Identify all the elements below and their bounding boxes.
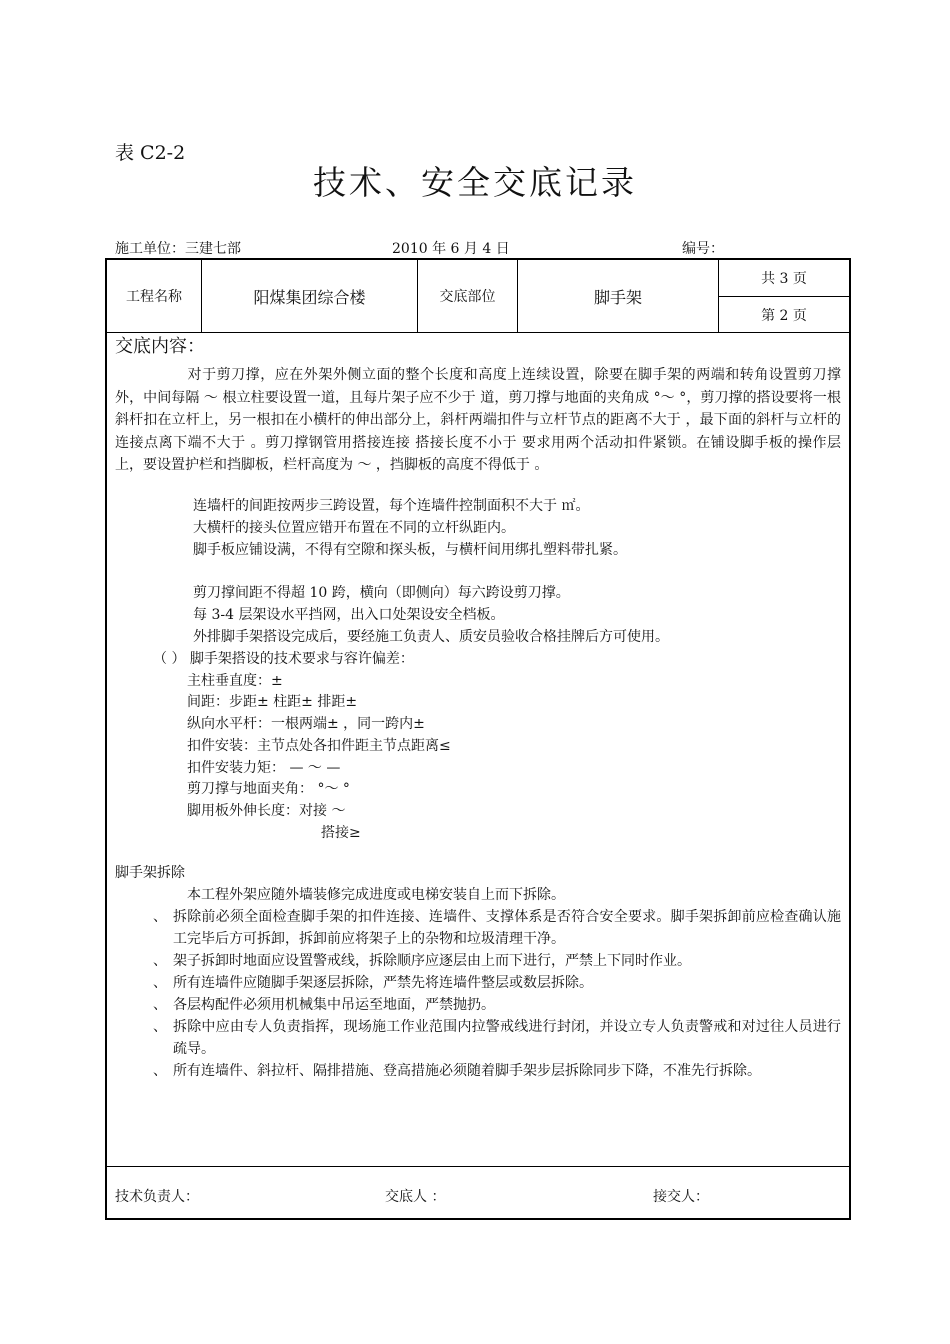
text-line: 每 3-4 层架设水平挡网，出入口处架设安全档板。 — [193, 607, 505, 623]
bullet-marker: 、 — [153, 975, 167, 991]
removal-item — [153, 950, 841, 972]
record-date: 2010 年 6 月 4 日 — [392, 241, 510, 257]
tolerance-line: 主柱垂直度：± — [187, 673, 283, 689]
briefing-part-label: 交底部位 — [439, 289, 496, 305]
removal-item-text: 拆除中应由专人负责指挥，现场施工作业范围内拉警戒线进行封闭，并设立专人负责警戒和对过往人员进行疏导。 — [173, 1019, 841, 1057]
removal-item — [153, 906, 841, 950]
signature-divider — [107, 1166, 849, 1167]
removal-intro: 本工程外架应随外墙装修完成进度或电梯安装自上而下拆除。 — [187, 887, 565, 903]
project-name-label: 工程名称 — [126, 289, 182, 305]
briefing-part-value: 脚手架 — [593, 287, 642, 307]
project-name-value: 阳煤集团综合楼 — [253, 287, 366, 307]
receiver-signature: 接交人： — [653, 1189, 709, 1205]
tech-lead-signature: 技术负责人： — [115, 1189, 199, 1205]
tolerance-line: 间距：步距± 柱距± 排距± — [187, 694, 358, 710]
removal-item — [153, 1060, 841, 1082]
form-code: 表 C2-2 — [115, 142, 186, 164]
construction-unit: 施工单位：三建七部 — [115, 241, 241, 257]
removal-heading: 脚手架拆除 — [115, 865, 185, 881]
tolerance-line: 脚用板外伸长度：对接 ～ — [187, 803, 346, 819]
tolerance-line: 纵向水平杆：一根两端± ，同一跨内± — [187, 716, 425, 732]
presenter-signature: 交底人 ： — [385, 1189, 446, 1205]
text-line: 连墙杆的间距按两步三跨设置，每个连墙件控制面积不大于 ㎡。 — [193, 498, 590, 514]
page-number: 第 2 页 — [761, 307, 807, 324]
tolerance-line: 剪刀撑与地面夹角： °～ ° — [187, 781, 350, 797]
record-form — [105, 258, 851, 1220]
content-title: 交底内容： — [115, 336, 205, 357]
bullet-marker: 、 — [153, 997, 167, 1013]
removal-item — [153, 1016, 841, 1060]
tolerance-line: 扣件安装：主节点处各扣件距主节点距离≤ — [187, 738, 451, 754]
paragraph-text: 对于剪刀撑，应在外架外侧立面的整个长度和高度上连续设置，除要在脚手架的两端和转角设置剪刀撑外，中间每隔 ～ 根立柱要设置一道，且每片架子应不少于 道，剪刀撑与地面的夹角成 °～ °，剪刀撑的搭设要将一根斜杆扣在立杆上，另一根扣在小横杆的伸出部分上，斜杆两端扣件与立杆节点的距离不大于 ，最下面的斜杆与立杆的连接点离下端不大于 。剪刀撑钢管用搭接连接 搭接长度不小于 要求用两个活动扣件紧锁。在铺设脚手板的操作层上，要设置护栏和挡脚板，栏杆高度为 ～ ，挡脚板的高度不得低于 。 — [115, 367, 841, 474]
text-line: 脚手板应铺设满，不得有空隙和探头板，与横杆间用绑扎塑料带扎紧。 — [193, 542, 627, 558]
record-number: 编号： — [682, 241, 724, 257]
bullet-marker: 、 — [153, 1063, 167, 1079]
text-line: 大横杆的接头位置应错开布置在不同的立杆纵距内。 — [193, 520, 515, 536]
bullet-marker: 、 — [153, 953, 167, 969]
removal-item-text: 各层构配件必须用机械集中吊运至地面，严禁抛扔。 — [173, 997, 495, 1013]
removal-item-text: 所有连墙件、斜拉杆、隔排措施、登高措施必须随着脚手架步层拆除同步下降，不准先行拆除。 — [173, 1063, 761, 1079]
removal-item-text: 所有连墙件应随脚手架逐层拆除，严禁先将连墙件整层或数层拆除。 — [173, 975, 593, 991]
removal-item-text: 拆除前必须全面检查脚手架的扣件连接、连墙件、支撑体系是否符合安全要求。脚手架拆卸前应检查确认施工完毕后方可拆卸，拆卸前应将架子上的杂物和垃圾清理干净。 — [173, 909, 841, 947]
text-line: 外排脚手架搭设完成后，要经施工负责人、质安员验收合格挂牌后方可使用。 — [193, 629, 669, 645]
page-title: 技术、安全交底记录 — [313, 163, 637, 202]
total-pages: 共 3 页 — [761, 271, 807, 287]
bullet-marker: 、 — [153, 909, 167, 925]
removal-item — [153, 994, 841, 1016]
tolerance-heading: （ ） 脚手架搭设的技术要求与容许偏差： — [153, 651, 414, 667]
tolerance-line: 扣件安装力矩： — ～ — — [187, 760, 341, 776]
bullet-marker: 、 — [153, 1019, 167, 1035]
tolerance-line: 搭接≥ — [321, 825, 361, 841]
text-line: 剪刀撑间距不得超 10 跨，横向（即侧向）每六跨设剪刀撑。 — [193, 585, 570, 601]
removal-item-text: 架子拆卸时地面应设置警戒线，拆除顺序应逐层由上而下进行，严禁上下同时作业。 — [173, 953, 691, 969]
removal-item — [153, 972, 841, 994]
header-divider — [107, 332, 849, 333]
scissor-brace-paragraph — [115, 364, 841, 477]
